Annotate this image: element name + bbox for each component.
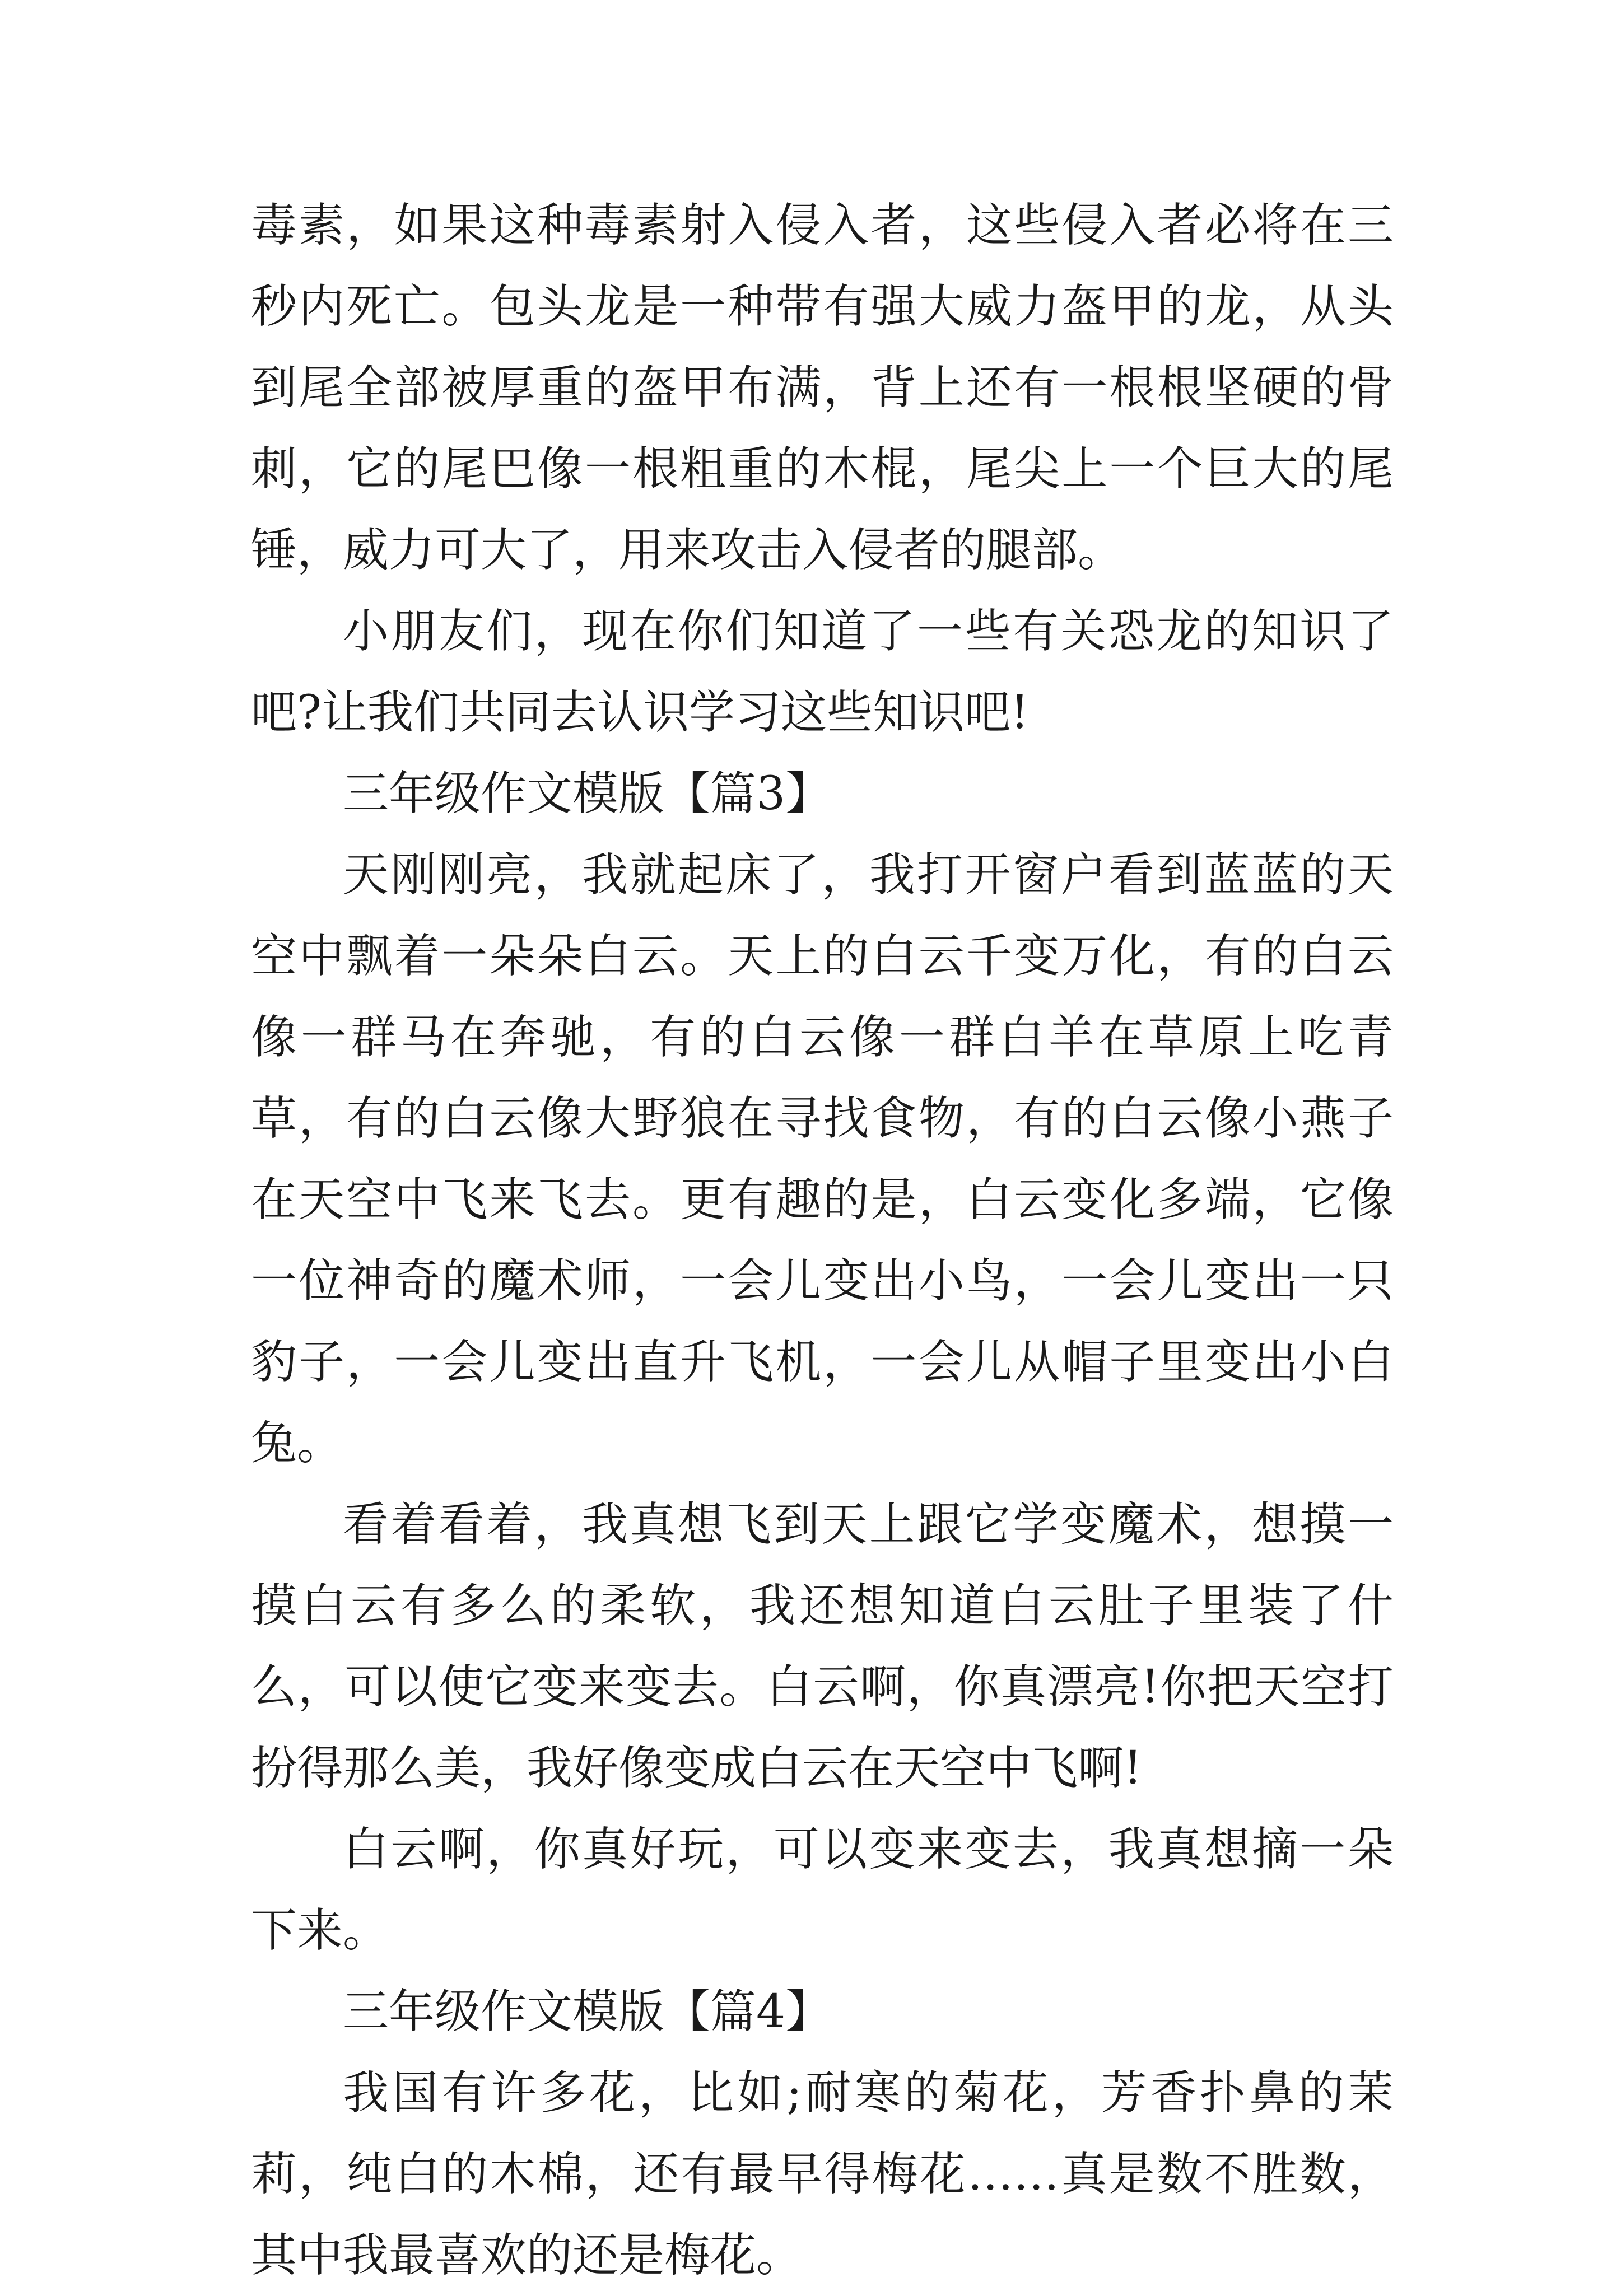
- document-body: [251, 185, 1394, 2296]
- paragraph-clouds-magic: 看着看着，我真想飞到天上跟它学变魔术，想摸一摸白云有多么的柔软，我还想知道白云肚子里装了什么，可以使它变来变去。白云啊，你真漂亮!你把天空打扮得那么美，我好像变成白云在天空中飞啊!: [251, 1498, 1394, 1795]
- paragraph-flowers: 我国有许多花，比如;耐寒的菊花，芳香扑鼻的茉莉，纯白的木棉，还有最早得梅花……真是数不胜数，其中我最喜欢的还是梅花。: [251, 2066, 1394, 2282]
- section-heading-4: 三年级作文模版【篇4】: [343, 1985, 832, 2038]
- section-heading-3: 三年级作文模版【篇3】: [343, 767, 832, 820]
- paragraph-dinosaur-knowledge: 小朋友们，现在你们知道了一些有关恐龙的知识了吧?让我们共同去认识学习这些知识吧!: [251, 605, 1394, 739]
- paragraph-clouds-fun: 白云啊，你真好玩，可以变来变去，我真想摘一朵下来。: [251, 1823, 1394, 1957]
- paragraph-clouds-morning: 天刚刚亮，我就起床了，我打开窗户看到蓝蓝的天空中飘着一朵朵白云。天上的白云千变万化，有的白云像一群马在奔驰，有的白云像一群白羊在草原上吃青草，有的白云像大野狼在寻找食物，有的白云像小燕子在天空中飞来飞去。更有趣的是，白云变化多端，它像一位神奇的魔术师，一会儿变出小鸟，一会儿变出一只豹子，一会儿变出直升飞机，一会儿从帽子里变出小白兔。: [251, 848, 1394, 1470]
- paragraph-dinosaur-continuation: 毒素，如果这种毒素射入侵入者，这些侵入者必将在三秒内死亡。包头龙是一种带有强大威力盔甲的龙，从头到尾全部被厚重的盔甲布满，背上还有一根根坚硬的骨刺，它的尾巴像一根粗重的木棍，尾尖上一个巨大的尾锤，威力可大了，用来攻击入侵者的腿部。: [251, 199, 1394, 577]
